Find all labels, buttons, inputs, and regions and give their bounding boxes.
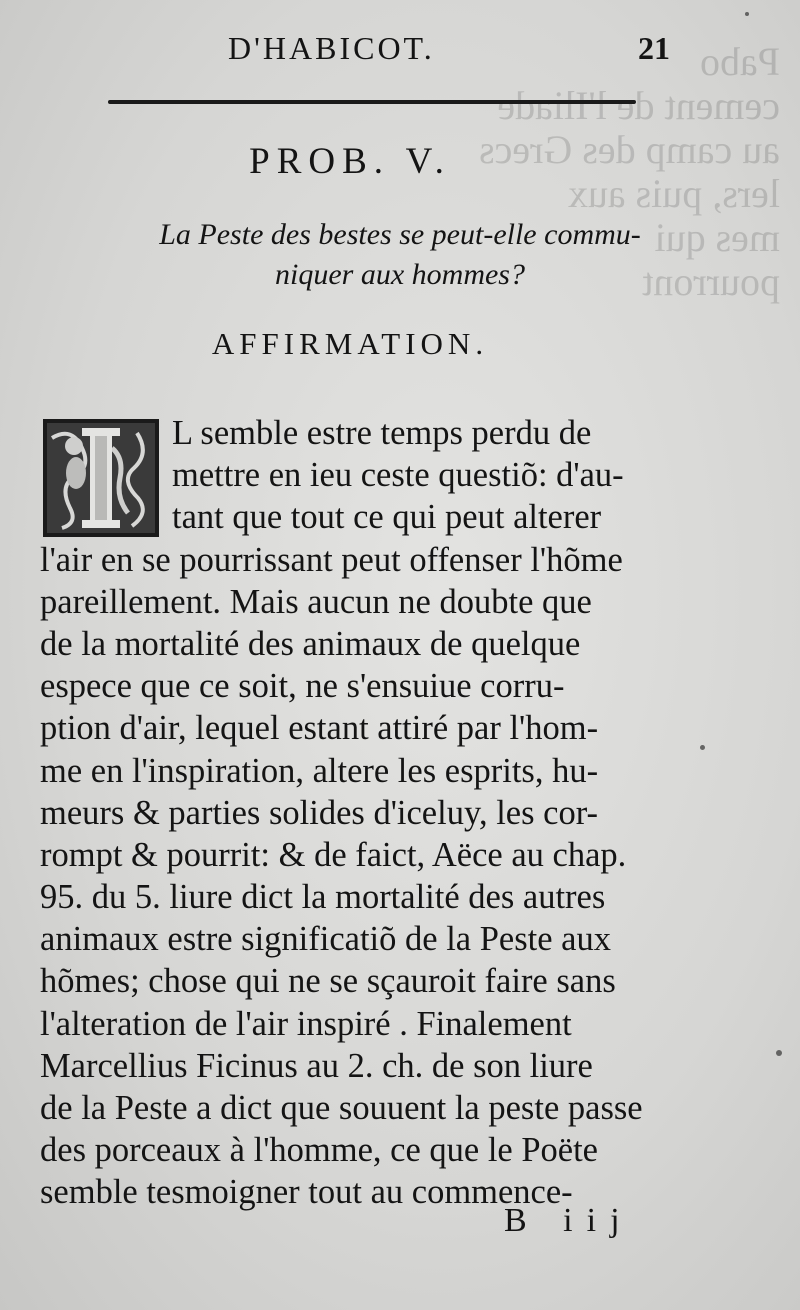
body-line: meurs & parties solides d'iceluy, les cor- <box>40 793 599 832</box>
body-line: de la Peste a dict que souuent la peste passe <box>40 1089 643 1127</box>
body-line: ption d'air, lequel estant attiré par l'hom- <box>40 709 599 748</box>
signature-mark: B iij <box>504 1202 634 1239</box>
body-line: l'alteration de l'air inspiré . Finalement <box>40 1004 572 1043</box>
body-line: L semble estre temps perdu de <box>172 414 592 452</box>
page-number: 21 <box>638 30 670 66</box>
body-line: des porceaux à l'homme, ce que le Poëte <box>40 1131 598 1170</box>
running-head <box>110 30 670 74</box>
body-line: 95. du 5. liure dict la mortalité des autres <box>40 878 606 917</box>
question-line: niquer aux hommes? <box>275 258 525 291</box>
body-line: espece que ce soit, ne s'ensuiue corru- <box>40 667 565 706</box>
body-line: semble tesmoigner tout au commence- <box>40 1173 573 1212</box>
running-head-title: D'HABICOT. <box>228 30 435 66</box>
problem-heading: PROB. V. <box>249 141 451 182</box>
body-line: mettre en ieu ceste questiõ: d'au- <box>172 456 624 495</box>
body-line: animaux estre significatiõ de la Peste aux <box>40 920 611 959</box>
section-heading: AFFIRMATION. <box>211 326 489 361</box>
body-line: pareillement. Mais aucun ne doubte que <box>40 582 592 621</box>
body-line: de la mortalité des animaux de quelque <box>40 624 581 663</box>
body-line: hõmes; chose qui ne se sçauroit faire sans <box>40 962 616 1001</box>
question-line: La Peste des bestes se peut-elle commu- <box>159 218 641 251</box>
body-text <box>40 412 700 1214</box>
show-through-text: Pabo cement de l'Iliade au camp des Grecs lers, puis aux mes qui pourront <box>479 39 780 304</box>
header-rule <box>108 100 636 104</box>
question-heading <box>100 215 700 295</box>
body-line: l'air en se pourrissant peut offenser l'hõme <box>40 540 623 579</box>
body-line: rompt & pourrit: & de faict, Aëce au chap. <box>40 835 627 874</box>
body-line: tant que tout ce qui peut alterer <box>172 498 602 537</box>
paper-speck <box>700 745 705 750</box>
paper-speck <box>776 1050 782 1056</box>
body-line: me en l'inspiration, altere les esprits, hu- <box>40 751 599 790</box>
body-line: Marcellius Ficinus au 2. ch. de son liure <box>40 1046 593 1085</box>
paper-speck <box>745 12 749 16</box>
